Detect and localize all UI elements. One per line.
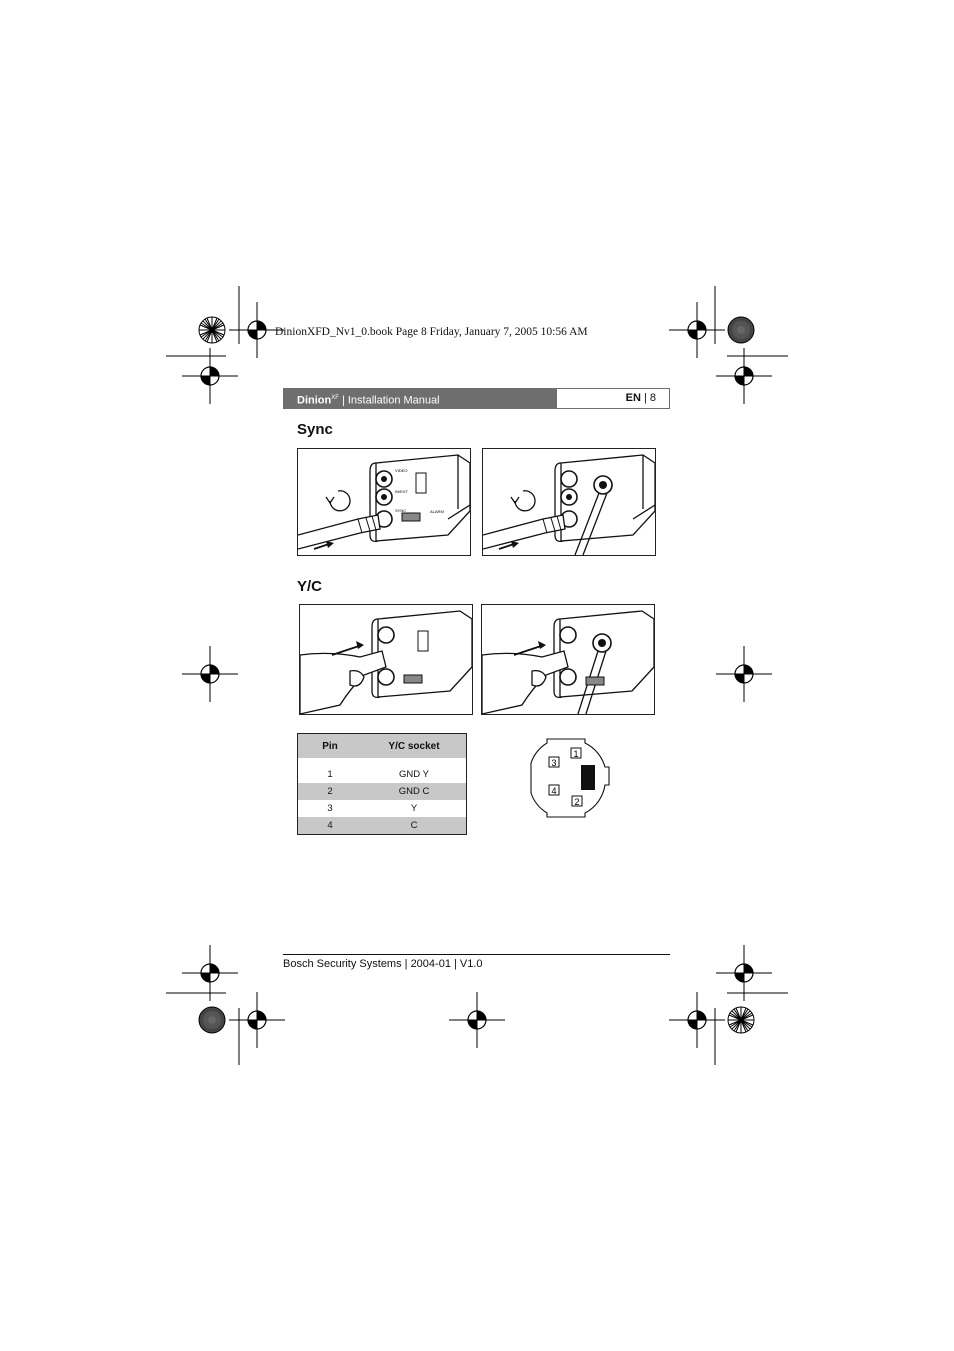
section-title-yc: Y/C (297, 578, 323, 595)
pin-table (298, 734, 466, 834)
socket-cell: GND C (362, 783, 466, 800)
socket-key (581, 765, 595, 790)
pin-cell: 4 (298, 817, 362, 834)
header-bar (283, 388, 556, 409)
socket-cell: C (362, 817, 466, 834)
rotate-arrow-icon (515, 491, 535, 511)
column-header-socket: Y/C socket (362, 734, 466, 758)
file-slug: DinionXFD_Nv1_0.book Page 8 Friday, January 7, 2005 10:56 AM (275, 326, 588, 338)
yc-socket-diagram (525, 733, 615, 823)
table-row (298, 800, 466, 817)
rotate-arrow-icon (330, 491, 350, 511)
pin-cell: 1 (327, 769, 333, 780)
page-separator: | (640, 392, 650, 404)
camera-illustration (483, 449, 655, 555)
page-indicator (556, 388, 670, 409)
table-spacer-row (298, 758, 466, 766)
product-sup: XF (331, 395, 339, 401)
socket-cell: Y (410, 803, 418, 814)
camera-illustration (298, 449, 470, 555)
table-header-row (298, 734, 466, 758)
label-in: IN/EXT (395, 489, 408, 494)
camera-illustration (482, 605, 654, 714)
label-alarm: ALARM (430, 509, 444, 514)
pin-cell: 2 (298, 783, 362, 800)
hand-icon (300, 651, 386, 714)
yc-figure-1 (299, 604, 473, 715)
hand-icon (482, 651, 568, 714)
label-sync: SYNC (395, 508, 407, 513)
pin-label: 2 (574, 797, 580, 807)
pin-label: 1 (573, 749, 579, 759)
sync-figure-2 (482, 448, 656, 556)
pin-table-frame (297, 733, 467, 835)
table-row (298, 766, 466, 783)
camera-illustration (300, 605, 472, 714)
header-separator: | (338, 394, 348, 407)
table-row (298, 817, 466, 834)
label-video: VIDEO (395, 468, 408, 473)
pin-label: 4 (551, 786, 557, 796)
column-header-pin: Pin (298, 734, 362, 758)
pin-cell: 3 (327, 803, 333, 814)
socket-outline (531, 739, 609, 817)
product-name: Dinion (297, 394, 332, 407)
table-row (298, 783, 466, 800)
yc-figure-2 (481, 604, 655, 715)
manual-title: Installation Manual (347, 394, 440, 407)
language-code: EN (625, 392, 641, 404)
footer-rule (283, 954, 670, 955)
section-title-sync: Sync (297, 421, 333, 438)
footer-text: Bosch Security Systems | 2004-01 | V1.0 (283, 958, 483, 970)
pin-label: 3 (551, 758, 557, 768)
socket-cell: GND Y (399, 769, 429, 780)
sync-figure-1 (297, 448, 471, 556)
page-number: 8 (649, 392, 656, 404)
